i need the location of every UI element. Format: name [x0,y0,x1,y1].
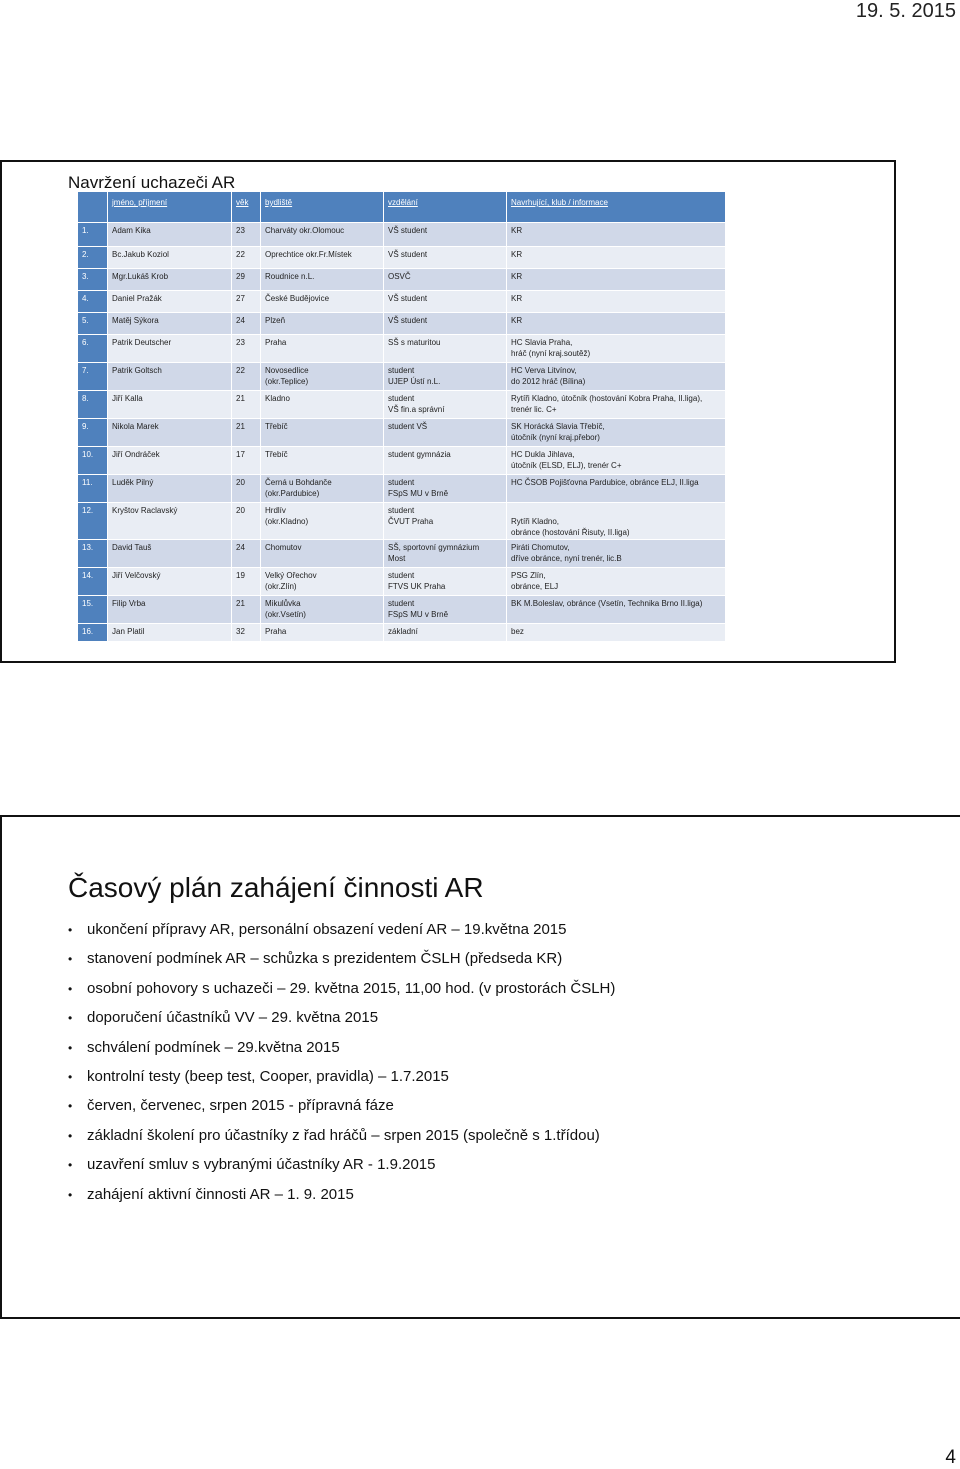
cell-residence-line: Charváty okr.Olomouc [265,226,345,235]
cell-age: 24 [232,540,261,568]
cell-info-line: KR [511,294,523,303]
cell-education [384,503,507,540]
timeline-item [68,1039,615,1068]
cell-education-line: student [388,506,415,515]
cell-info-line: útočník (nyní kraj.přebor) [511,433,600,442]
cell-name: Matěj Sýkora [108,313,232,335]
cell-residence-line: Chomutov [265,543,302,552]
timeline-item-text: červen, červenec, srpen 2015 - přípravná fáze [87,1097,394,1115]
cell-number: 10. [78,447,108,475]
cell-education-line: student [388,571,415,580]
cell-name: Bc.Jakub Koziol [108,247,232,269]
bullet-icon: • [68,1040,73,1055]
cell-education [384,540,507,568]
cell-education-line: student gymnázia [388,450,451,459]
cell-education-line: ČVUT Praha [388,517,434,526]
table-row [78,291,726,313]
bullet-icon: • [68,1069,73,1084]
timeline-item [68,1097,615,1126]
cell-education-line: Most [388,554,406,563]
cell-residence [261,447,384,475]
cell-residence [261,269,384,291]
cell-education-line: FSpS MU v Brně [388,610,449,619]
timeline-item-text: stanovení podmínek AR – schůzka s prezidentem ČSLH (předseda KR) [87,950,563,968]
cell-number: 7. [78,363,108,391]
cell-info-line: HC Slavia Praha, [511,338,573,347]
cell-name: Patrik Goltsch [108,363,232,391]
cell-education-line: student [388,366,415,375]
timeline-item [68,1156,615,1185]
cell-residence-line: Kladno [265,394,290,403]
cell-residence-line: Novosedlice [265,366,309,375]
cell-number: 1. [78,223,108,247]
cell-number: 9. [78,419,108,447]
cell-education-line: SŠ, sportovní gymnázium [388,543,480,552]
cell-name: David Tauš [108,540,232,568]
cell-age: 21 [232,596,261,624]
cell-education-line: student [388,478,415,487]
timeline-item [68,921,615,950]
cell-education-line: VŠ student [388,294,428,303]
cell-education [384,419,507,447]
cell-number: 8. [78,391,108,419]
timeline-item [68,1127,615,1156]
cell-residence [261,503,384,540]
cell-residence [261,291,384,313]
cell-number: 4. [78,291,108,313]
cell-info-line: HC Verva Litvínov, [511,366,577,375]
cell-info [507,247,726,269]
table-row [78,596,726,624]
cell-residence-line: (okr.Zlín) [265,582,297,591]
cell-education [384,596,507,624]
cell-residence [261,596,384,624]
table-row [78,568,726,596]
cell-residence [261,391,384,419]
cell-education [384,391,507,419]
table-row [78,223,726,247]
cell-age: 20 [232,503,261,540]
cell-age: 27 [232,291,261,313]
timeline-item-text: uzavření smluv s vybranými účastníky AR - 1.9.2015 [87,1156,436,1174]
cell-residence [261,247,384,269]
table-header-row [78,192,726,223]
cell-age: 22 [232,247,261,269]
cell-age: 23 [232,223,261,247]
cell-info [507,313,726,335]
cell-info [507,447,726,475]
cell-info-line: Rytíři Kladno, [511,517,560,526]
cell-education-line: student [388,394,415,403]
table-row [78,363,726,391]
cell-info [507,291,726,313]
cell-residence [261,419,384,447]
cell-age: 24 [232,313,261,335]
table-row [78,475,726,503]
cell-age: 19 [232,568,261,596]
column-header-residence: bydliště [261,192,384,223]
cell-education [384,291,507,313]
cell-info-line: obránce, ELJ [511,582,559,591]
cell-education-line: VŠ student [388,250,428,259]
bullet-icon: • [68,952,73,967]
cell-number: 5. [78,313,108,335]
cell-age: 23 [232,335,261,363]
table-row [78,247,726,269]
cell-number: 13. [78,540,108,568]
cell-education-line: SŠ s maturitou [388,338,441,347]
cell-info-line: bez [511,627,524,636]
cell-info [507,540,726,568]
cell-age: 32 [232,624,261,642]
cell-info [507,223,726,247]
cell-name: Luděk Pilný [108,475,232,503]
cell-info-line: HC Dukla Jihlava, [511,450,575,459]
cell-age: 21 [232,419,261,447]
cell-name: Jiří Velčovský [108,568,232,596]
cell-residence-line: Mikulůvka [265,599,301,608]
column-header-name: jméno, příjmení [108,192,232,223]
cell-residence-line: Plzeň [265,316,286,325]
page-number: 4 [945,1447,956,1468]
timeline-item-text: doporučení účastníků VV – 29. května 2015 [87,1009,379,1027]
cell-number: 16. [78,624,108,642]
cell-info [507,596,726,624]
cell-residence [261,223,384,247]
cell-age: 29 [232,269,261,291]
cell-education-line: UJEP Ústí n.L. [388,377,441,386]
cell-residence-line: České Budějovice [265,294,330,303]
cell-residence [261,363,384,391]
timeline-item [68,950,615,979]
table-row [78,540,726,568]
cell-info-line: SK Horácká Slavia Třebíč, [511,422,605,431]
cell-residence-line: (okr.Pardubice) [265,489,320,498]
bullet-icon: • [68,1187,73,1202]
column-header-age: věk [232,192,261,223]
cell-education-line: FSpS MU v Brně [388,489,449,498]
cell-residence-line: Černá u Bohdanče [265,478,332,487]
cell-info-line: KR [511,316,523,325]
timeline-item-text: základní školení pro účastníky z řad hráčů – srpen 2015 (společně s 1.třídou) [87,1126,600,1144]
bullet-icon: • [68,923,73,937]
timeline-item-text: osobní pohovory s uchazeči – 29. května 2015, 11,00 hod. (v prostorách ČSLH) [87,979,616,997]
cell-residence-line: Praha [265,627,287,636]
table-row [78,313,726,335]
timeline-item-text: ukončení přípravy AR, personální obsazení vedení AR – 19.května 2015 [87,921,567,938]
timeline-item [68,1186,615,1215]
cell-info [507,363,726,391]
cell-education-line: základní [388,627,418,636]
table-row [78,419,726,447]
cell-education-line: student [388,599,415,608]
cell-age: 21 [232,391,261,419]
bullet-icon: • [68,1158,73,1173]
column-header-info: Navrhující, klub / informace [507,192,726,223]
cell-residence [261,313,384,335]
timeline-item [68,1009,615,1038]
cell-name: Jiří Kalla [108,391,232,419]
cell-info [507,624,726,642]
cell-residence-line: Třebíč [265,422,288,431]
cell-residence [261,335,384,363]
timeline-item [68,980,615,1009]
cell-info-line: dříve obránce, nyní trenér, lic.B [511,554,622,563]
cell-info [507,269,726,291]
cell-residence-line: Oprechtice okr.Fr.Místek [265,250,352,259]
table-row [78,391,726,419]
cell-info-line: Piráti Chomutov, [511,543,570,552]
cell-name: Mgr.Lukáš Krob [108,269,232,291]
table-row [78,335,726,363]
timeline-list [68,921,615,1215]
cell-number: 14. [78,568,108,596]
cell-info-line: hráč (nyní kraj.soutěž) [511,349,591,358]
cell-education-line: VŠ fin.a správní [388,405,445,414]
cell-name: Filip Vrba [108,596,232,624]
cell-name: Kryštov Raclavský [108,503,232,540]
candidates-table [78,192,726,642]
cell-education [384,624,507,642]
cell-number: 3. [78,269,108,291]
cell-info-line: trenér lic. C+ [511,405,557,414]
cell-residence [261,568,384,596]
bullet-icon: • [68,981,73,996]
cell-education-line: VŠ student [388,316,428,325]
cell-education [384,475,507,503]
cell-info-line: Rytíři Kladno, útočník (hostování Kobra Praha, II.liga), [511,394,703,403]
cell-info-line: útočník (ELSD, ELJ), trenér C+ [511,461,622,470]
cell-info-line: KR [511,272,523,281]
cell-info-line: HC ČSOB Pojišťovna Pardubice, obránce ELJ, II.liga [511,478,699,487]
timeline-item-text: kontrolní testy (beep test, Cooper, pravidla) – 1.7.2015 [87,1067,449,1085]
cell-age: 22 [232,363,261,391]
cell-residence-line: Praha [265,338,287,347]
cell-education-line: VŠ student [388,226,428,235]
cell-number: 6. [78,335,108,363]
cell-info [507,335,726,363]
cell-info-line: KR [511,226,523,235]
cell-education [384,363,507,391]
cell-info-line: PSG Zlín, [511,571,546,580]
cell-info [507,419,726,447]
cell-residence-line: Roudnice n.L. [265,272,315,281]
cell-education [384,313,507,335]
table-row [78,447,726,475]
cell-info-line: obránce (hostování Řisuty, II.liga) [511,528,630,537]
cell-info-line: do 2012 hráč (Bílina) [511,377,586,386]
cell-education [384,269,507,291]
cell-age: 20 [232,475,261,503]
cell-info-line [511,505,722,516]
slide-candidates [0,160,896,663]
cell-info-line: KR [511,250,523,259]
cell-name: Adam Kika [108,223,232,247]
cell-info-line: BK M.Boleslav, obránce (Vsetín, Technika Brno II.liga) [511,599,703,608]
cell-education [384,447,507,475]
cell-education-line: OSVČ [388,272,411,281]
cell-number: 2. [78,247,108,269]
slide-title: Navržení uchazeči AR [68,173,236,192]
table-body [78,223,726,642]
timeline-item [68,1068,615,1097]
cell-info [507,391,726,419]
timeline-item-text: zahájení aktivní činnosti AR – 1. 9. 2015 [87,1185,354,1203]
bullet-icon: • [68,1099,73,1114]
cell-residence-line: (okr.Teplice) [265,377,309,386]
cell-residence [261,624,384,642]
cell-residence [261,475,384,503]
table-row [78,624,726,642]
cell-education [384,223,507,247]
cell-education-line: student VŠ [388,422,428,431]
print-date: 19. 5. 2015 [855,0,956,22]
cell-age: 17 [232,447,261,475]
bullet-icon: • [68,1011,73,1026]
cell-education [384,568,507,596]
cell-number: 12. [78,503,108,540]
table-row [78,269,726,291]
table-row [78,503,726,540]
cell-info [507,503,726,540]
timeline-item-text: schválení podmínek – 29.května 2015 [87,1038,340,1056]
cell-residence-line: (okr.Kladno) [265,517,309,526]
cell-name: Daniel Pražák [108,291,232,313]
slide-title: Časový plán zahájení činnosti AR [68,872,484,903]
cell-name: Patrik Deutscher [108,335,232,363]
cell-residence-line: Velký Ořechov [265,571,317,580]
column-header-education: vzdělání [384,192,507,223]
cell-info [507,475,726,503]
cell-number: 15. [78,596,108,624]
cell-residence [261,540,384,568]
cell-number: 11. [78,475,108,503]
bullet-icon: • [68,1128,73,1143]
cell-name: Jan Platil [108,624,232,642]
cell-name: Nikola Marek [108,419,232,447]
cell-info [507,568,726,596]
cell-residence-line: Třebíč [265,450,288,459]
slide-timeline [0,815,960,1319]
cell-education-line: FTVS UK Praha [388,582,446,591]
cell-residence-line: Hrdlív [265,506,286,515]
cell-education [384,335,507,363]
column-header-number [78,192,108,223]
cell-residence-line: (okr.Vsetín) [265,610,306,619]
cell-name: Jiří Ondráček [108,447,232,475]
cell-education [384,247,507,269]
